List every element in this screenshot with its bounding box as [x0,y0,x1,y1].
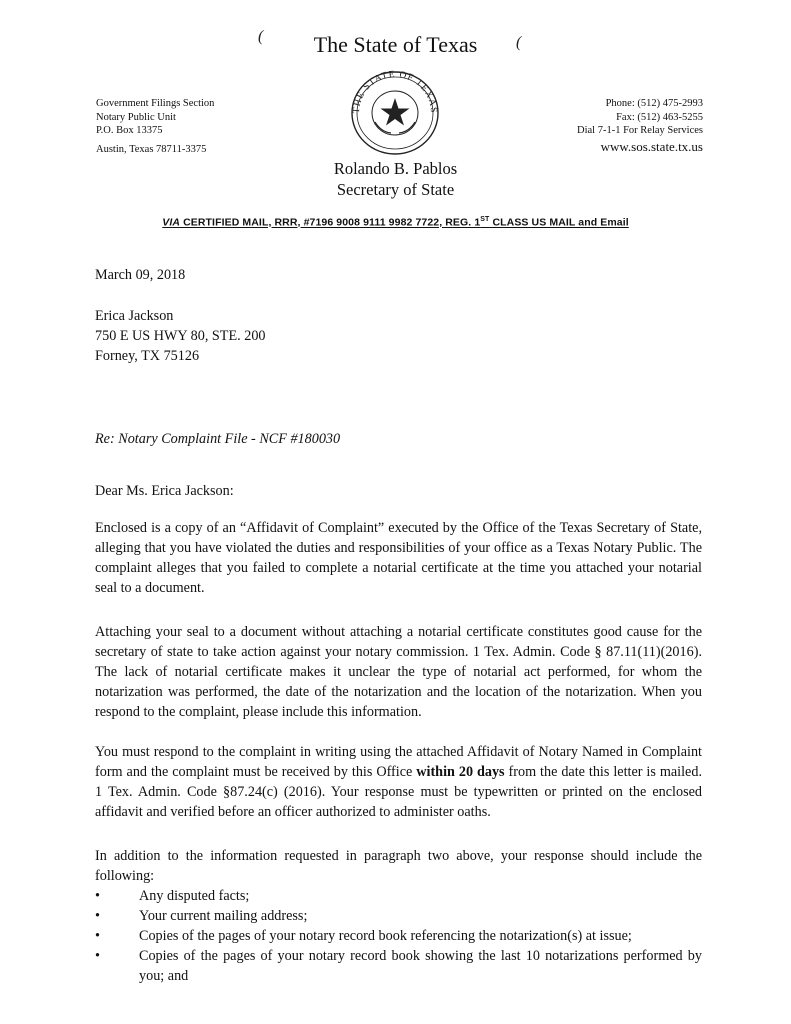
paragraph-3 [95,742,702,822]
requirements-list [95,886,702,986]
website-link[interactable]: www.sos.state.tx.us [600,138,703,154]
sender-address [96,97,214,156]
salutation: Dear Ms. Erica Jackson: [95,483,234,499]
list-item [95,926,702,946]
paragraph-1: Enclosed is a copy of an “Affidavit of Complaint” executed by the Office of the Texas Secretary of State, alleging that you have violated the duties and responsibilities of your office as a Texas Notary Public. The complaint alleges that you failed to complete a notarial certificate at the time you attached your notarial seal to a document. [95,520,702,596]
secretary-name: Rolando B. Pablos [333,159,458,178]
address-line: Government Filings Section [96,98,215,109]
list-item [95,946,702,986]
list-item-text: Any disputed facts; [139,888,250,904]
delivery-method-line [0,216,791,229]
list-item-text: Your current mailing address; [139,908,308,924]
bullet-icon: • [95,928,100,944]
contact-info [577,97,703,155]
letter-date: March 09, 2018 [95,267,186,283]
recipient-street: 750 E US HWY 80, STE. 200 [95,328,266,344]
relay-services: Dial 7-1-1 For Relay Services [577,125,703,136]
secretary-block [0,158,791,200]
paragraph-2: Attaching your seal to a document without attaching a notarial certificate constitutes good cause for the secretary of state to take action against your notary commission. 1 Tex. Admin. Code § 87.11(11)(2016). The lack of notarial certificate makes it unclear the type of notarial act performed, for whom the notarization was performed, the date of the notarization and the location of the notarization. When you respond to the complaint, please include this information. [95,624,702,720]
via-text: CERTIFIED MAIL, RRR, #7196 9008 9111 9982 7722, REG. 1 [180,216,481,229]
address-line: P.O. Box 13375 [96,125,163,136]
paragraph-4: In addition to the information requested in paragraph two above, your response should include the following: [95,848,702,884]
list-item-text: Copies of the pages of your notary record book referencing the notarization(s) at issue; [139,928,632,944]
list-item [95,886,702,906]
state-title: The State of Texas [313,32,478,57]
via-superscript: ST [480,216,490,223]
via-text-end: CLASS US MAIL and Email [489,216,629,229]
via-word: VIA [162,216,181,229]
secretary-title: Secretary of State [336,180,455,199]
bullet-icon: • [95,908,100,924]
paragraph-3-text: You must respond to the complaint in writing using the attached Affidavit of Notary Named in Complaint form and the complaint must be received by this Office [95,744,702,780]
address-line: Notary Public Unit [96,111,176,123]
bullet-icon: • [95,888,100,904]
seal-text: THE STATE OF TEXAS [351,70,439,114]
paragraph-3-text-end: from the date this letter is mailed. 1 Tex. Admin. Code §87.24(c) (2016). Your response must be typewritten or printed on the enclosed affidavit and verified before an officer authorized to administer oaths. [95,764,702,820]
recipient-address [95,306,702,366]
bullet-icon: • [95,948,100,964]
address-line: Austin, Texas 78711-3375 [96,143,207,155]
recipient-city: Forney, TX 75126 [95,348,200,364]
recipient-name: Erica Jackson [95,308,174,324]
list-item [95,906,702,926]
stray-pen-mark: ( [516,34,522,51]
list-item-text: Copies of the pages of your notary record book showing the last 10 notarizations performed by you; and [139,948,702,984]
deadline-emphasis: within 20 days [416,764,505,780]
reference-line: Re: Notary Complaint File - NCF #180030 [95,431,341,447]
texas-seal-icon [335,70,455,156]
phone: Phone: (512) 475-2993 [605,98,703,109]
fax: Fax: (512) 463-5255 [616,111,703,123]
stray-pen-mark: ( [258,28,264,45]
